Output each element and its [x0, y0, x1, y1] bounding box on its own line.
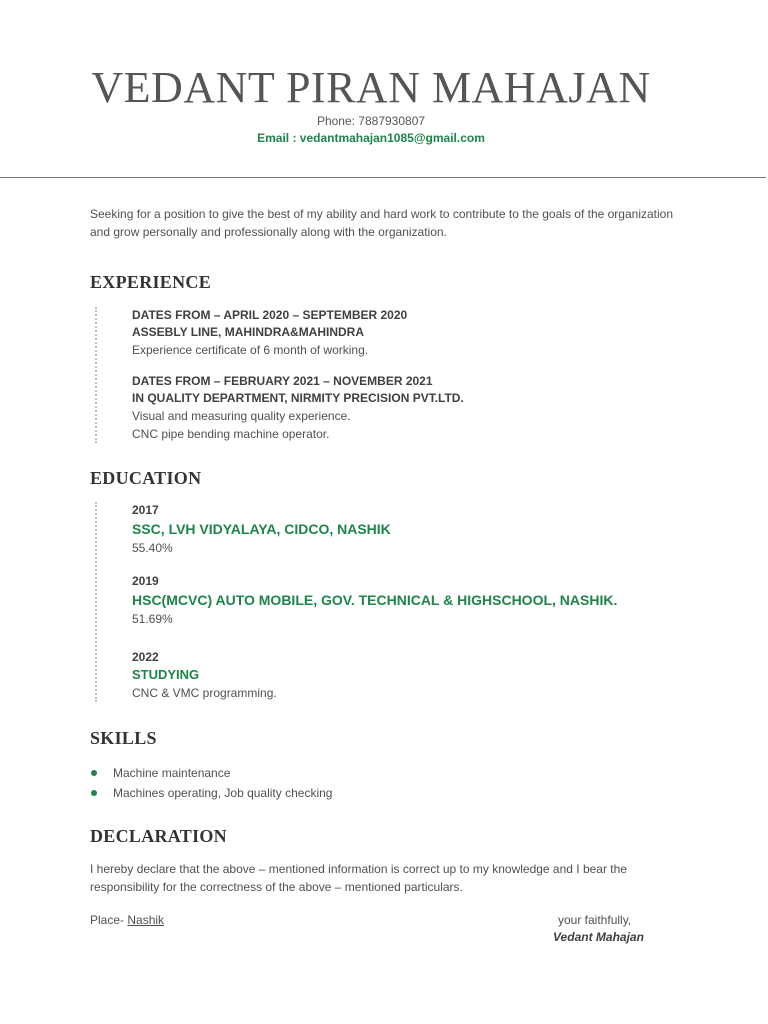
- candidate-name: VEDANT PIRAN MAHAJAN: [91, 63, 651, 112]
- place-value: Nashik: [127, 913, 165, 927]
- experience-detail: CNC pipe bending machine operator.: [132, 427, 330, 441]
- signature-name: Vedant Mahajan: [553, 930, 644, 944]
- education-year: 2017: [132, 503, 159, 517]
- experience-detail: Visual and measuring quality experience.: [132, 409, 351, 423]
- skill-label: Machine maintenance: [113, 766, 231, 780]
- education-entry: [132, 502, 692, 557]
- education-result: 55.40%: [132, 541, 173, 555]
- education-result: CNC & VMC programming.: [132, 686, 277, 700]
- experience-entry: [132, 307, 692, 359]
- education-result: 51.69%: [132, 612, 173, 626]
- education-entry: [132, 649, 692, 702]
- experience-role: ASSEBLY LINE, MAHINDRA&MAHINDRA: [132, 325, 365, 339]
- experience-dates: DATES FROM – FEBRUARY 2021 – NOVEMBER 2021: [132, 374, 433, 388]
- phone-number: Phone: 7887930807: [316, 114, 426, 128]
- email-address: Email : vedantmahajan1085@gmail.com: [257, 131, 485, 145]
- experience-timeline: [95, 307, 97, 443]
- education-entry: [132, 573, 692, 628]
- experience-heading: EXPERIENCE: [90, 272, 212, 292]
- experience-entry: [132, 373, 692, 443]
- education-year: 2022: [132, 650, 159, 664]
- skill-item: [90, 783, 332, 803]
- education-year: 2019: [132, 574, 159, 588]
- bullet-icon: [91, 790, 97, 796]
- experience-role: IN QUALITY DEPARTMENT, NIRMITY PRECISION PVT.LTD.: [132, 391, 464, 405]
- header-divider: [0, 177, 766, 178]
- declaration-text: I hereby declare that the above – mentioned information is correct up to my knowledge and I bear the responsibility for the correctness of the above – mentioned particulars.: [90, 862, 627, 894]
- skills-heading: SKILLS: [90, 728, 157, 748]
- skill-label: Machines operating, Job quality checking: [113, 786, 333, 800]
- experience-dates: DATES FROM – APRIL 2020 – SEPTEMBER 2020: [132, 308, 408, 322]
- place-line: [90, 913, 164, 927]
- experience-detail: Experience certificate of 6 month of working.: [132, 343, 369, 357]
- education-school: STUDYING: [132, 667, 200, 682]
- closing-text: your faithfully,: [558, 913, 632, 927]
- bullet-icon: [91, 770, 97, 776]
- education-timeline: [95, 502, 97, 702]
- skills-list: [90, 763, 332, 803]
- place-label: Place-: [90, 913, 128, 927]
- education-school: SSC, LVH VIDYALAYA, CIDCO, NASHIK: [132, 521, 391, 537]
- skill-item: [90, 763, 332, 783]
- education-school: HSC(MCVC) AUTO MOBILE, GOV. TECHNICAL & HIGHSCHOOL, NASHIK.: [132, 592, 618, 608]
- declaration-heading: DECLARATION: [90, 826, 227, 846]
- objective-text: Seeking for a position to give the best of my ability and hard work to contribute to the goals of the organization and grow personally and professionally along with the organization.: [90, 207, 674, 239]
- education-heading: EDUCATION: [90, 468, 202, 488]
